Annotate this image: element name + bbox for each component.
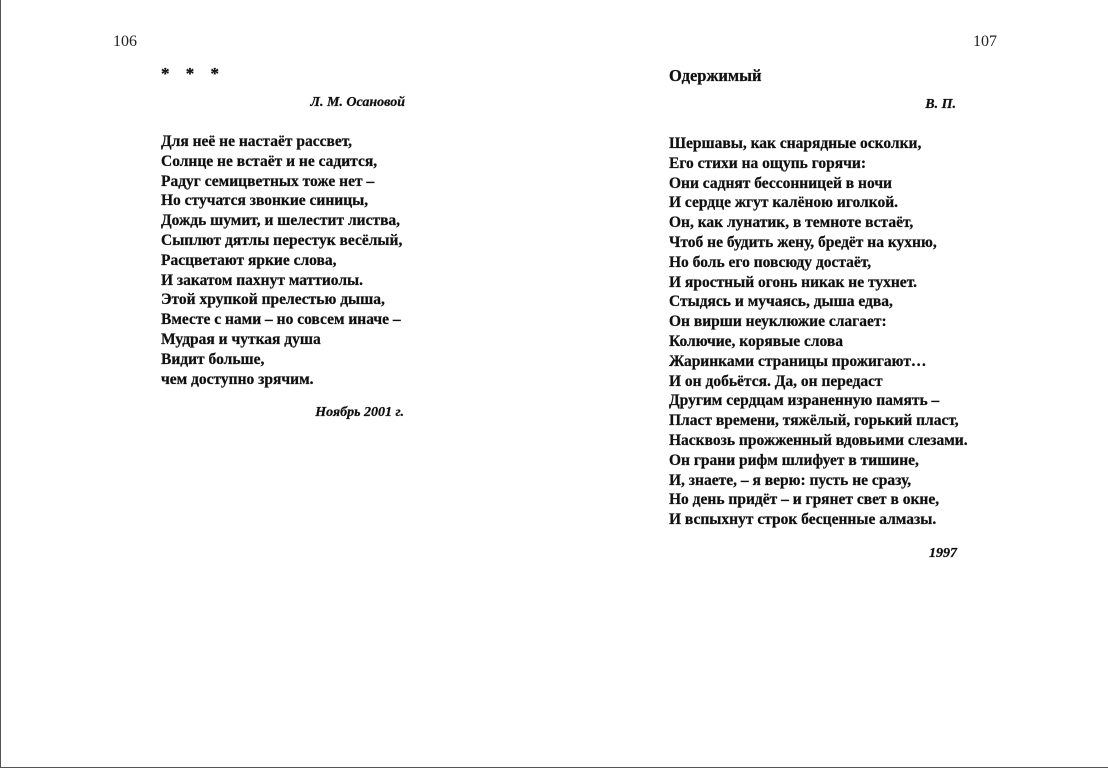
poem-title: Одержимый xyxy=(669,66,762,85)
verse-line: Этой хрупкой прелестью дыша, xyxy=(161,291,385,309)
verse-line: Чтоб не будить жену, бредёт на кухню, xyxy=(669,233,937,251)
verse-line: Вместе с нами – но совсем иначе – xyxy=(161,311,401,329)
verse-line: Видит больше, xyxy=(161,350,265,368)
page-number-right: 107 xyxy=(973,33,997,50)
poem-dedication: В. П. xyxy=(925,97,956,112)
verse-line: Но боль его повсюду достаёт, xyxy=(669,253,872,271)
verse-line: Для неё не настаёт рассвет, xyxy=(161,133,353,150)
verse-line: Шершавы, как снарядные осколки, xyxy=(669,135,922,152)
verse-line: Но день придёт – и грянет свет в окне, xyxy=(669,491,940,509)
poem-date: 1997 xyxy=(929,545,957,561)
verse-line: Он, как лунатик, в темноте встаёт, xyxy=(669,214,914,232)
poem-heading-asterisks: * * * xyxy=(161,64,225,83)
verse-line: Он грани рифм шлифует в тишине, xyxy=(669,451,919,469)
verse-line: Стыдясь и мучаясь, дыша едва, xyxy=(669,293,893,311)
verse-line: Но стучатся звонкие синицы, xyxy=(161,192,369,210)
verse-line: чем доступно зрячим. xyxy=(161,370,314,388)
left-page-poem xyxy=(161,62,421,422)
verse-line: Пласт времени, тяжёлый, горький пласт, xyxy=(669,412,959,430)
verse-line: Они саднят бессонницей в ночи xyxy=(669,174,892,192)
poem-verse xyxy=(669,134,979,530)
verse-line: Жаринками страницы прожигают… xyxy=(669,352,927,370)
verse-line: Сыплют дятлы перестук весёлый, xyxy=(161,231,403,249)
verse-line: Радуг семицветных тоже нет – xyxy=(161,172,375,190)
poem-date: Ноябрь 2001 г. xyxy=(315,405,404,421)
verse-line: Дождь шумит, и шелестит листва, xyxy=(161,212,401,230)
verse-line: Солнце не встаёт и не садится, xyxy=(161,152,378,170)
poem-verse xyxy=(161,132,421,389)
verse-line: Мудрая и чуткая душа xyxy=(161,330,321,348)
verse-line: Колючие, корявые слова xyxy=(669,332,844,350)
verse-line: И сердце жгут калёною иголкой. xyxy=(669,194,899,212)
verse-line: И закатом пахнут маттиолы. xyxy=(161,271,364,289)
verse-line: Его стихи на ощупь горячи: xyxy=(669,154,866,172)
verse-line: Насквозь прожженный вдовьими слезами. xyxy=(669,431,968,449)
verse-line: И он добьётся. Да, он передаст xyxy=(669,372,883,390)
page-number-left: 106 xyxy=(113,33,137,50)
verse-line: Расцветают яркие слова, xyxy=(161,251,337,269)
verse-line: И вспыхнут строк бесценные алмазы. xyxy=(669,511,937,529)
verse-line: И, знаете, – я верю: пусть не сразу, xyxy=(669,471,912,489)
verse-line: И яростный огонь никак не тухнет. xyxy=(669,273,918,291)
verse-line: Другим сердцам израненную память – xyxy=(669,392,940,410)
verse-line: Он вирши неуклюжие слагает: xyxy=(669,313,887,331)
right-page-poem xyxy=(669,64,979,563)
poem-dedication: Л. М. Осановой xyxy=(310,95,405,110)
